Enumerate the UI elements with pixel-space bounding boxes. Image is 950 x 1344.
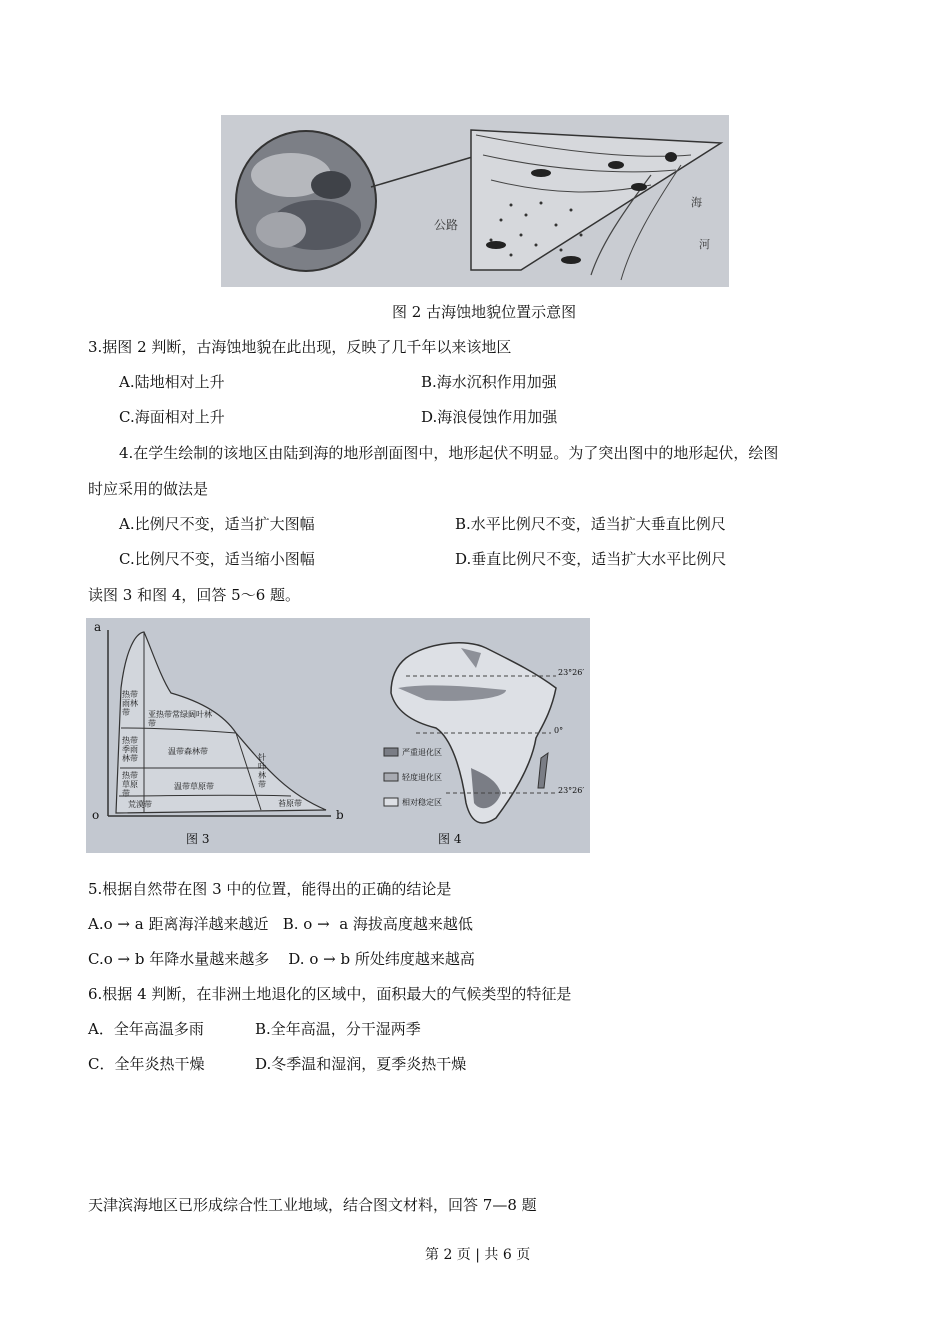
figure-2-image <box>221 115 729 287</box>
figure-3-axis-b: b <box>336 808 344 822</box>
intro-5-6: 读图 3 和图 4，回答 5～6 题。 <box>88 586 301 604</box>
legend-stable: 相对稳定区 <box>402 798 442 807</box>
zone-temperate-grassland: 温带草原带 <box>174 782 214 791</box>
q4-stem-line2: 时应采用的做法是 <box>88 480 209 498</box>
q6-option-b: B.全年高温，分干湿两季 <box>255 1020 421 1038</box>
q5-options-line1: A.o → a 距离海洋越来越近 B. o → a 海拔高度越来越低 <box>88 915 473 933</box>
q4-option-c: C.比例尺不变，适当缩小图幅 <box>119 550 315 568</box>
q6-option-d: D.冬季温和湿润，夏季炎热干燥 <box>255 1055 467 1073</box>
latitude-north: 23°26′ <box>558 668 585 677</box>
figure-3-4-image <box>86 618 590 853</box>
figure-3-label: 图 3 <box>186 832 210 846</box>
road-label: 公路 <box>434 218 459 232</box>
figure-3-axis-a: a <box>94 620 102 634</box>
sea-label: 海 <box>691 196 702 209</box>
river-label: 河 <box>699 238 710 251</box>
figure-2-drawing <box>221 115 729 287</box>
latitude-south: 23°26′ <box>558 786 585 795</box>
q6-option-a: A．全年高温多雨 <box>88 1020 204 1038</box>
q4-option-b: B.水平比例尺不变，适当扩大垂直比例尺 <box>455 515 726 533</box>
q3-option-a: A.陆地相对上升 <box>119 373 225 391</box>
zone-subtropical-forest: 亚热带常绿阔叶林带 <box>148 710 212 728</box>
q5-stem: 5.根据自然带在图 3 中的位置，能得出的正确的结论是 <box>88 880 452 898</box>
page-footer: 第 2 页 | 共 6 页 <box>425 1247 531 1263</box>
q5-options-line2: C.o → b 年降水量越来越多 D. o → b 所处纬度越来越高 <box>88 950 475 968</box>
figure-2-caption: 图 2 古海蚀地貌位置示意图 <box>392 303 577 321</box>
q4-stem-line1: 4.在学生绘制的该地区由陆到海的地形剖面图中，地形起伏不明显。为了突出图中的地形起伏，绘图 <box>119 444 779 462</box>
q6-stem: 6.根据 4 判断，在非洲土地退化的区域中，面积最大的气候类型的特征是 <box>88 985 572 1003</box>
zone-savanna: 热带草原带 <box>122 771 138 798</box>
latitude-equator: 0° <box>554 726 564 735</box>
figure-3-axis-o: o <box>92 808 100 822</box>
q4-option-d: D.垂直比例尺不变，适当扩大水平比例尺 <box>455 550 727 568</box>
zone-taiga: 针叶林带 <box>258 753 266 789</box>
zone-tropical-rainforest: 热带雨林带 <box>122 690 138 717</box>
q3-option-d: D.海浪侵蚀作用加强 <box>421 408 558 426</box>
q3-option-c: C.海面相对上升 <box>119 408 225 426</box>
zone-tundra: 苔原带 <box>278 799 302 808</box>
intro-7-8: 天津滨海地区已形成综合性工业地域，结合图文材料，回答 7—8 题 <box>88 1196 537 1214</box>
zone-desert: 荒漠带 <box>128 800 152 809</box>
q4-option-a: A.比例尺不变，适当扩大图幅 <box>119 515 315 533</box>
q3-option-b: B.海水沉积作用加强 <box>421 373 557 391</box>
zone-temperate-forest: 温带森林带 <box>168 747 208 756</box>
q6-option-c: C．全年炎热干燥 <box>88 1055 205 1073</box>
legend-mild: 轻度退化区 <box>402 773 442 782</box>
q3-stem: 3.据图 2 判断，古海蚀地貌在此出现，反映了几千年以来该地区 <box>88 338 512 356</box>
legend-severe: 严重退化区 <box>402 748 442 757</box>
figure-4-label: 图 4 <box>438 832 462 846</box>
zone-tropical-monsoon-forest: 热带季雨林带 <box>122 736 138 763</box>
